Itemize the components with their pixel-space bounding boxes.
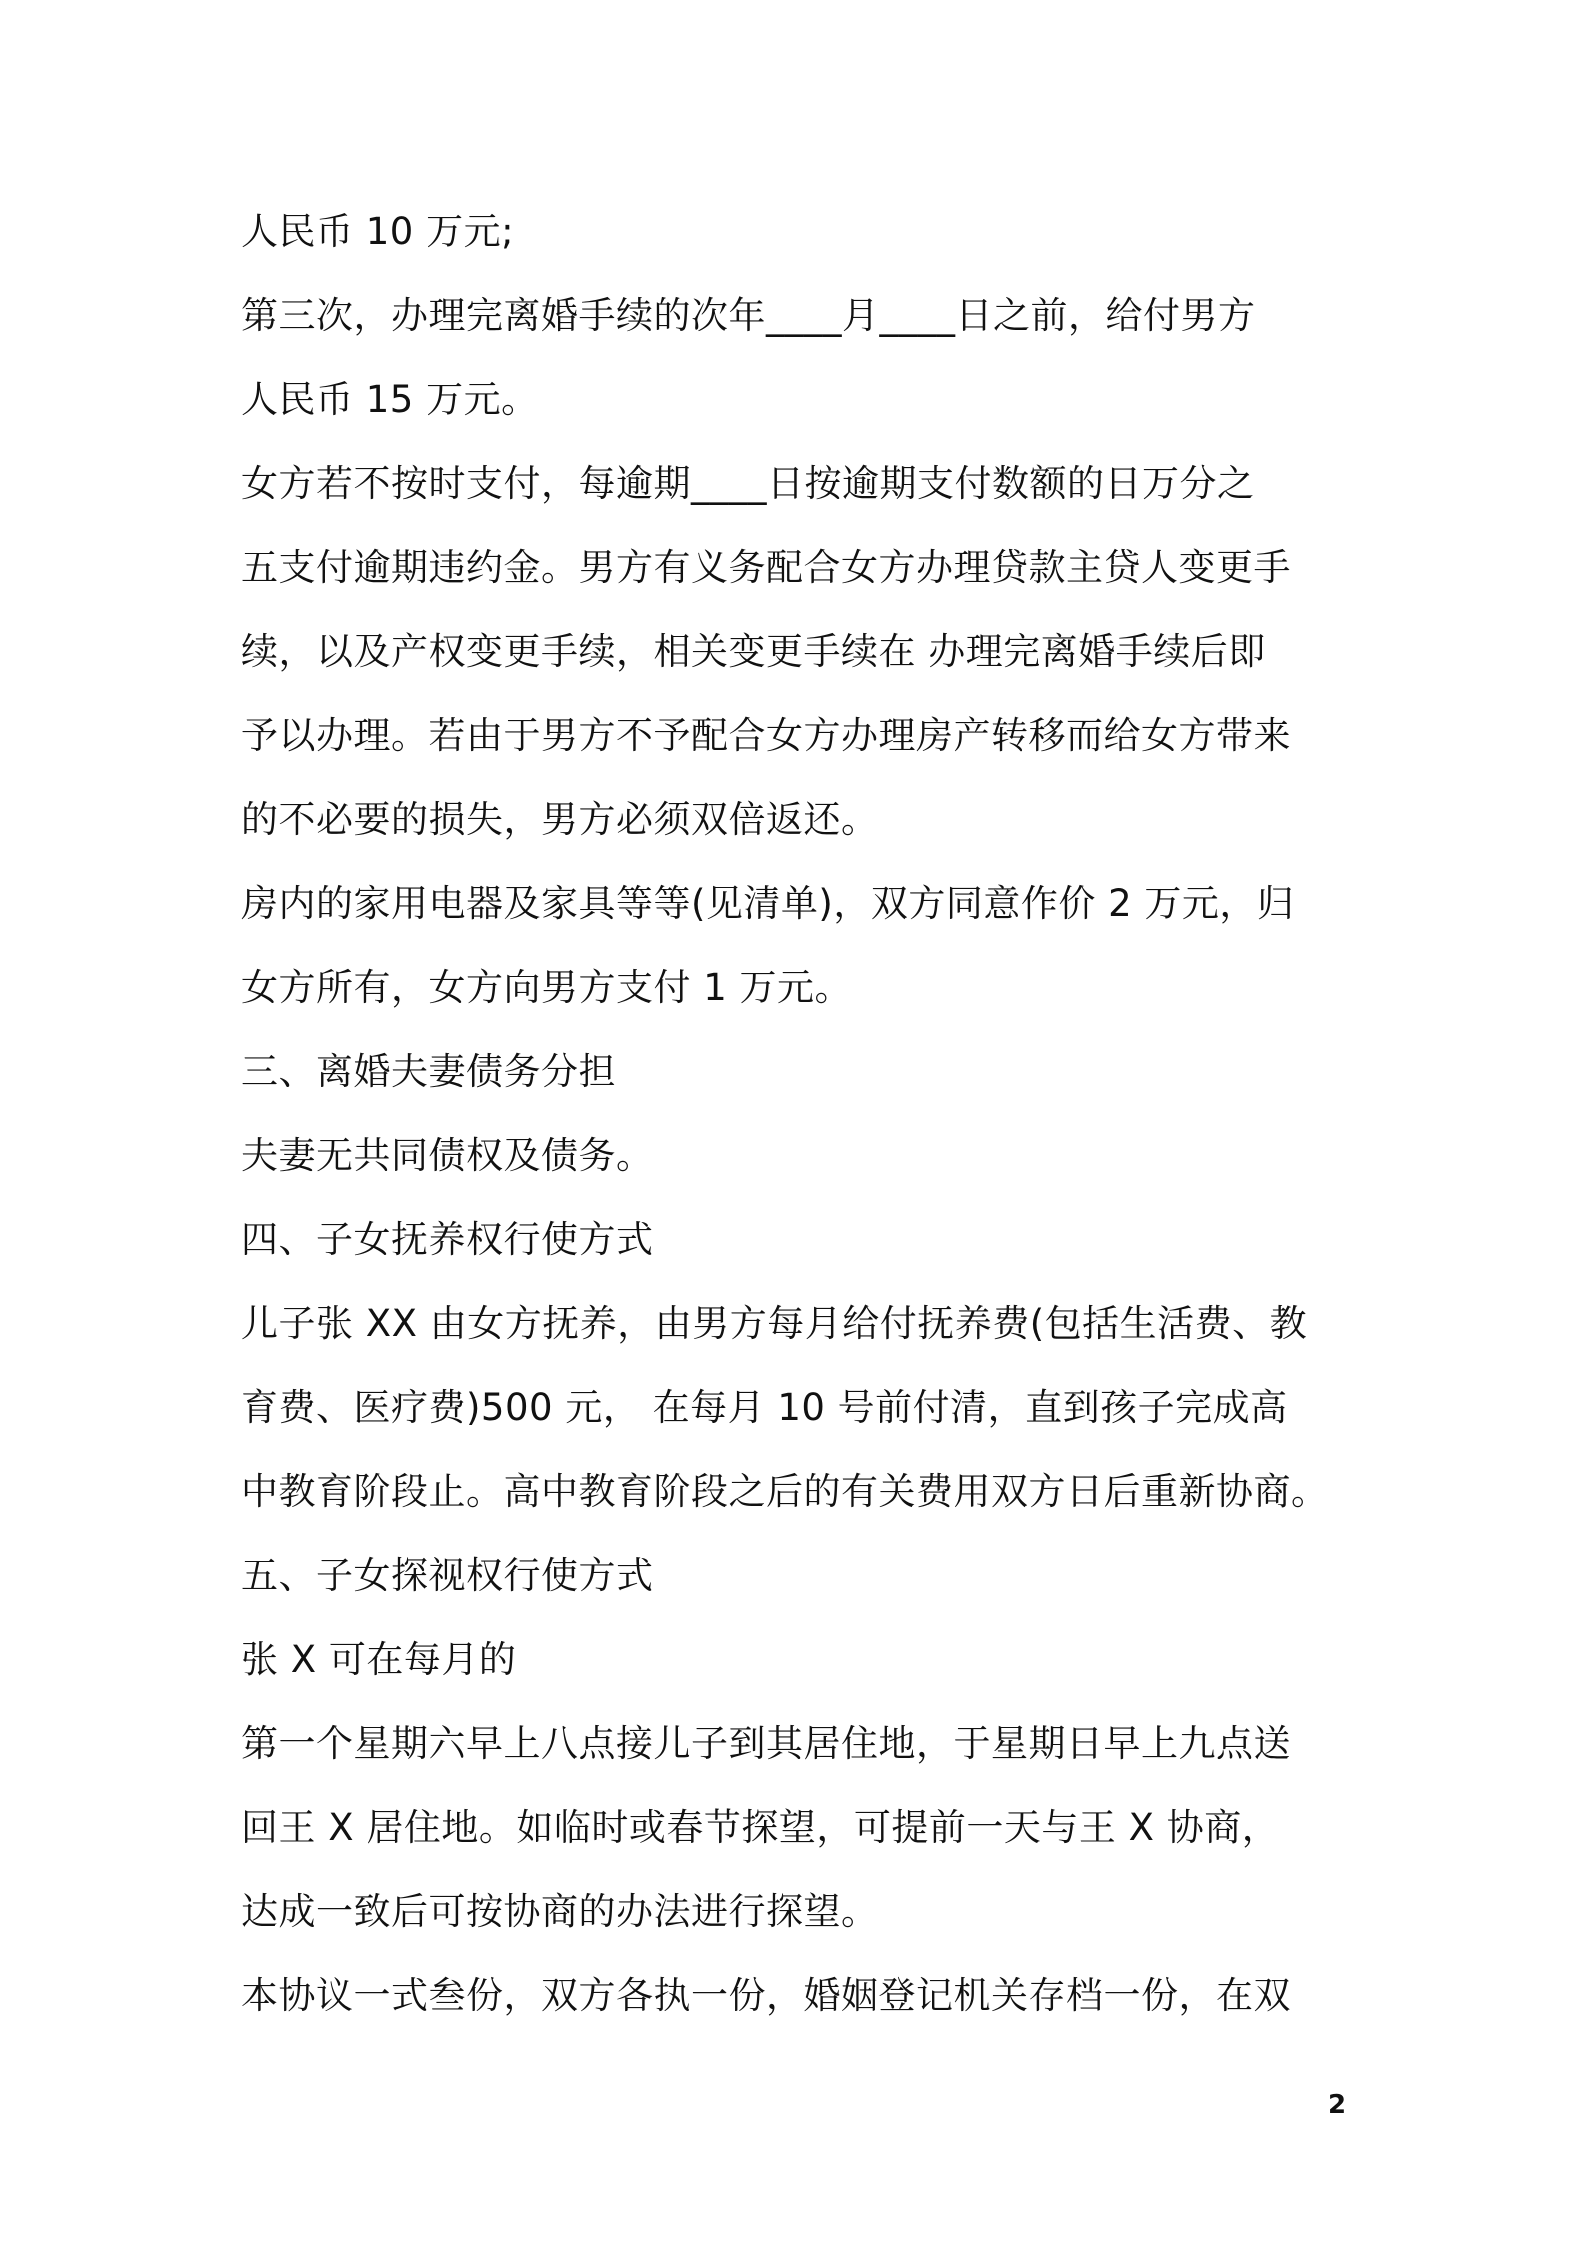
text-line: 儿子张 XX 由女方抚养，由男方每月给付抚养费(包括生活费、教	[241, 1302, 1308, 1345]
text-line: 女方所有，女方向男方支付 1 万元。	[241, 966, 853, 1009]
page-number: 2	[1328, 2090, 1347, 2120]
text-line: 育费、医疗费)500 元， 在每月 10 号前付清，直到孩子完成高	[241, 1386, 1288, 1429]
text-line: 的不必要的损失，男方必须双倍返还。	[241, 798, 879, 841]
section-heading-custody: 四、子女抚养权行使方式	[241, 1218, 654, 1261]
text-line: 第一个星期六早上八点接儿子到其居住地，于星期日早上九点送	[241, 1722, 1291, 1765]
text-line: 五支付逾期违约金。男方有义务配合女方办理贷款主贷人变更手	[241, 546, 1291, 589]
text-line: 中教育阶段止。高中教育阶段之后的有关费用双方日后重新协商。	[241, 1470, 1329, 1513]
text-line: 房内的家用电器及家具等等(见清单)，双方同意作价 2 万元，归	[241, 882, 1295, 925]
text-line: 张 X 可在每月的	[241, 1638, 517, 1681]
text-line: 回王 X 居住地。如临时或春节探望，可提前一天与王 X 协商，	[241, 1806, 1280, 1849]
text-line: 女方若不按时支付，每逾期____日按逾期支付数额的日万分之	[241, 462, 1255, 505]
text-line: 予以办理。若由于男方不予配合女方办理房产转移而给女方带来	[241, 714, 1291, 757]
text-line: 本协议一式叁份，双方各执一份，婚姻登记机关存档一份，在双	[241, 1974, 1291, 2017]
text-line: 续，以及产权变更手续，相关变更手续在 办理完离婚手续后即	[241, 630, 1266, 673]
body-text	[241, 190, 1381, 2038]
text-line: 第三次，办理完离婚手续的次年____月____日之前，给付男方	[241, 294, 1256, 337]
text-line: 人民币 10 万元;	[241, 210, 515, 253]
text-line: 达成一致后可按协商的办法进行探望。	[241, 1890, 879, 1933]
section-heading-debts: 三、离婚夫妻债务分担	[241, 1050, 616, 1093]
text-line: 夫妻无共同债权及债务。	[241, 1134, 654, 1177]
text-line: 人民币 15 万元。	[241, 378, 539, 421]
section-heading-visitation: 五、子女探视权行使方式	[241, 1554, 654, 1597]
